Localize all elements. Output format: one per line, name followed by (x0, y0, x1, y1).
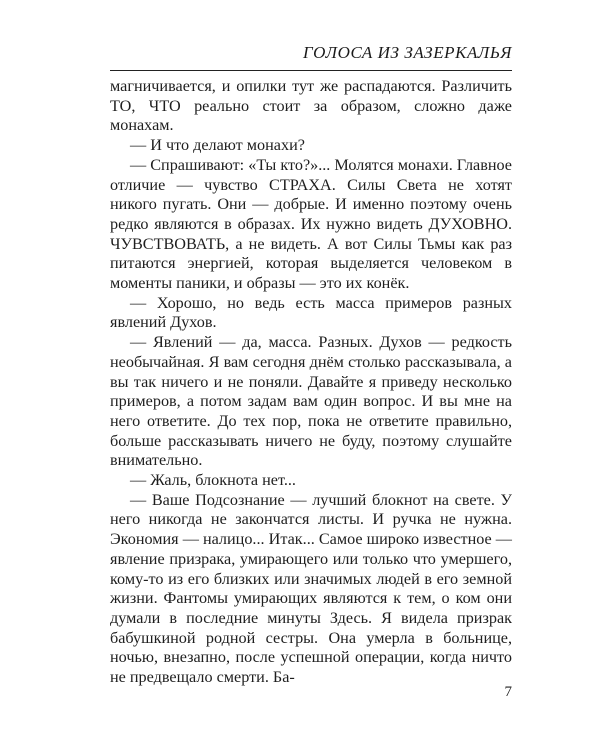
paragraph: — Явлений — да, масса. Разных. Духов — редкость необычайная. Я вам сегодня днём столько рассказывала, а вы так ничего и не поняли. Давайте я приведу несколько примеров, а потом задам вам один вопрос. И вы мне на него ответите. До тех пор, пока не ответите правильно, больше рассказывать ничего не буду, поэтому слушайте внимательно. (110, 333, 512, 470)
running-header-title: ГОЛОСА ИЗ ЗАЗЕРКАЛЬЯ (303, 43, 512, 62)
paragraph: — Ваше Подсознание — лучший блокнот на свете. У него никогда не закончатся листы. И ручка не нужна. Экономия — налицо... Итак... Самое широко известное — явление призрака, умирающего или только что умершего, кому-то из его близких или значимых людей в его земной жизни. Фантомы умирающих являются к тем, о ком они думали в последние минуты Здесь. Я видела призрак бабушкиной родной сестры. Она умерла в больнице, ночью, внезапно, после успешной операции, когда ничто не предвещало смерти. Ба- (110, 490, 512, 687)
body-text (110, 77, 512, 688)
paragraph: — Хорошо, но ведь есть масса примеров разных явлений Духов. (110, 293, 512, 332)
paragraph: — Жаль, блокнота нет... (130, 471, 296, 490)
page-number: 7 (504, 684, 512, 700)
paragraph: — Спрашивают: «Ты кто?»... Молятся монахи. Главное отличие — чувство СТРАХА. Силы Света не хотят никого пугать. Они — добрые. И именно поэтому очень редко являются в образах. Их нужно видеть ДУХОВНО. ЧУВСТВОВАТЬ, а не видеть. А вот Силы Тьмы как раз питаются энергией, которая выделяется человеком в моменты паники, и образы — это их конёк. (110, 155, 512, 293)
paragraph: магничивается, и опилки тут же распадаются. Различить ТО, ЧТО реально стоит за образом, сложно даже монахам. (110, 77, 512, 135)
header-divider (110, 70, 512, 71)
paragraph: — И что делают монахи? (130, 136, 305, 155)
